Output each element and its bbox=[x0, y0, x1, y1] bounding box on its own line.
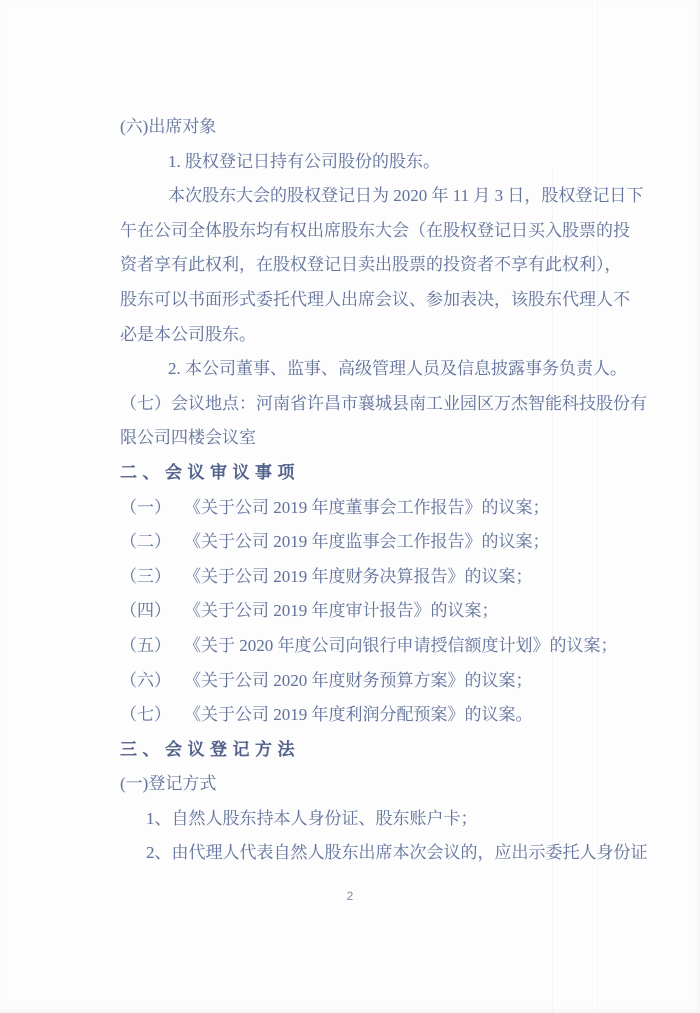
agenda-item-number: （二） bbox=[120, 532, 171, 552]
agenda-item-title: 《关于 2020 年度公司向银行申请授信额度计划》的议案； bbox=[184, 635, 618, 655]
agenda-section-heading: 二、会议审议事项 bbox=[120, 462, 300, 482]
agenda-item-number: （四） bbox=[120, 601, 171, 621]
attendees-paragraph-line: 本次股东大会的股权登记日为 2020 年 11 月 3 日，股权登记日下 bbox=[168, 186, 644, 206]
registration-item-1: 1、自然人股东持本人身份证、股东账户卡； bbox=[146, 808, 478, 828]
agenda-item-1 bbox=[120, 491, 632, 526]
attendees-paragraph-line: 必是本公司股东。 bbox=[120, 324, 256, 344]
page-number: 2 bbox=[346, 889, 354, 903]
agenda-item-6 bbox=[120, 664, 632, 699]
attendees-paragraph-line: 股东可以书面形式委托代理人出席会议、参加表决，该股东代理人不 bbox=[120, 289, 630, 309]
agenda-item-4 bbox=[120, 594, 632, 629]
agenda-item-number: （五） bbox=[120, 635, 171, 655]
agenda-item-title: 《关于公司 2019 年度审计报告》的议案； bbox=[184, 601, 499, 621]
registration-subheading: (一)登记方式 bbox=[120, 774, 217, 794]
agenda-item-title: 《关于公司 2019 年度监事会工作报告》的议案； bbox=[184, 532, 550, 552]
scan-artifact-line bbox=[552, 170, 553, 1013]
agenda-item-title: 《关于公司 2019 年度董事会工作报告》的议案； bbox=[184, 497, 550, 517]
agenda-item-number: （六） bbox=[120, 670, 171, 690]
registration-section-heading: 三、会议登记方法 bbox=[120, 739, 300, 759]
registration-item-2: 2、由代理人代表自然人股东出席本次会议的，应出示委托人身份证 bbox=[146, 843, 648, 863]
agenda-item-title: 《关于公司 2020 年度财务预算方案》的议案； bbox=[184, 670, 533, 690]
agenda-item-5 bbox=[120, 629, 632, 664]
agenda-item-number: （三） bbox=[120, 566, 171, 586]
attendees-paragraph-line: 午在公司全体股东均有权出席股东大会（在股权登记日买入股票的投 bbox=[120, 220, 630, 240]
attendees-section-heading: (六)出席对象 bbox=[120, 117, 217, 136]
agenda-item-title: 《关于公司 2019 年度财务决算报告》的议案； bbox=[184, 566, 533, 586]
agenda-item-title: 《关于公司 2019 年度利润分配预案》的议案。 bbox=[184, 705, 533, 725]
meeting-location-line-1: （七）会议地点：河南省许昌市襄城县南工业园区万杰智能科技股份有 bbox=[120, 393, 647, 413]
document-body bbox=[120, 110, 648, 871]
attendees-item-1: 1. 股权登记日持有公司股份的股东。 bbox=[168, 151, 440, 171]
agenda-item-3 bbox=[120, 560, 632, 595]
agenda-item-2 bbox=[120, 525, 632, 560]
agenda-item-number: （七） bbox=[120, 705, 171, 725]
attendees-item-2: 2. 本公司董事、监事、高级管理人员及信息披露事务负责人。 bbox=[168, 359, 627, 379]
meeting-location-line-2: 限公司四楼会议室 bbox=[120, 428, 256, 448]
agenda-item-7 bbox=[120, 698, 632, 733]
attendees-paragraph-line: 资者享有此权利，在股权登记日卖出股票的投资者不享有此权利）， bbox=[120, 255, 622, 275]
scan-artifact-line bbox=[597, 0, 598, 1013]
agenda-item-number: （一） bbox=[120, 497, 171, 517]
